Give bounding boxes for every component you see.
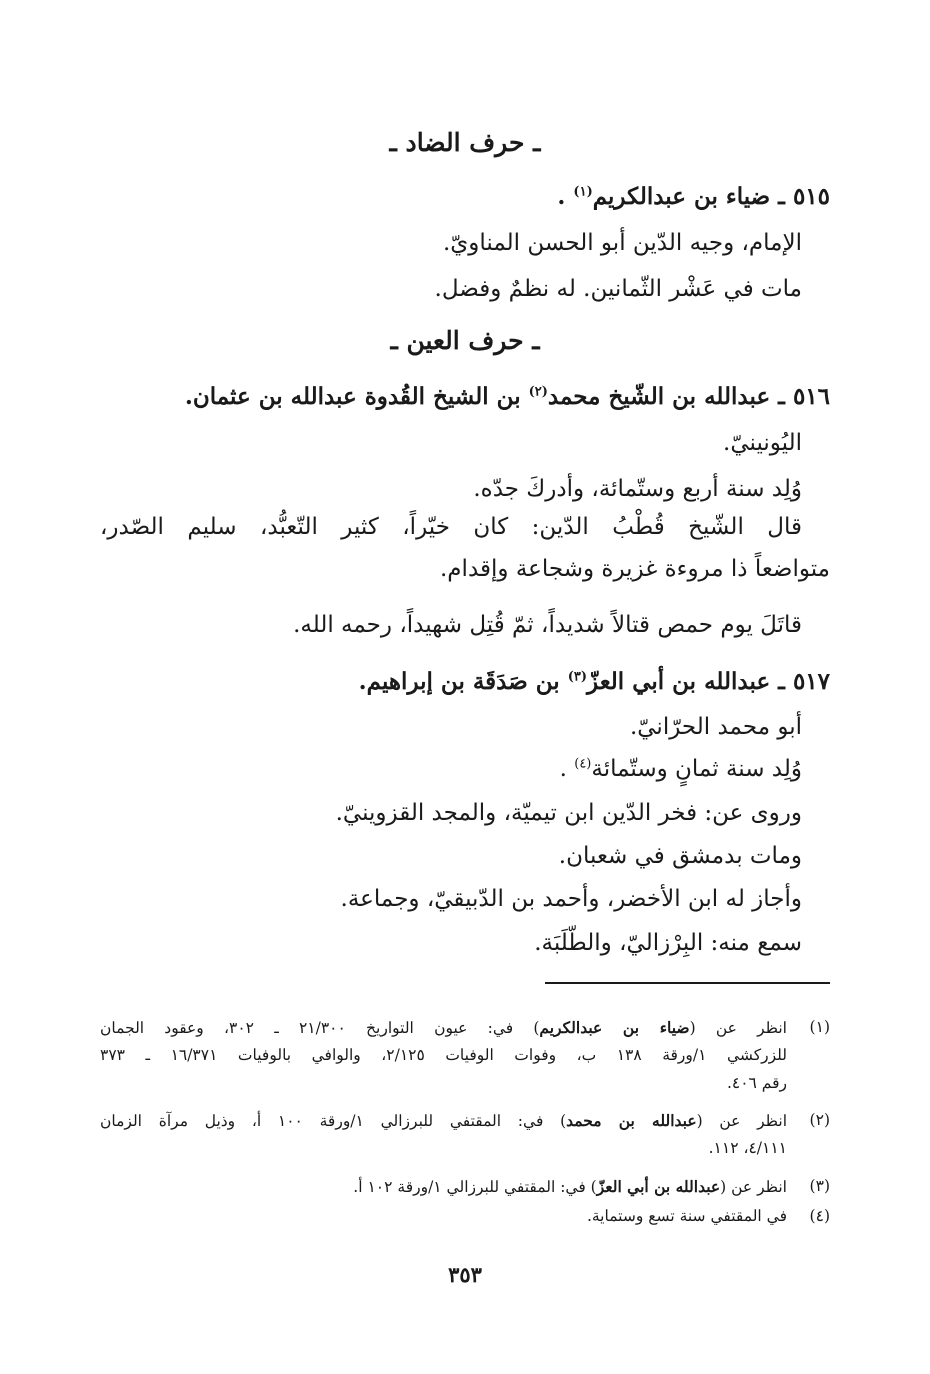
- footnote-1-line-1: انظر عن (ضياء بن عبدالكريم) في: عيون التواريخ ٢١/٣٠٠ ـ ٣٠٢، وعقود الجمان: [100, 1018, 787, 1037]
- footnote-separator: [545, 982, 830, 984]
- footnote-ref-3[interactable]: (٣): [567, 669, 588, 685]
- footnote-1-line-3: رقم ٤٠٦.: [726, 1074, 787, 1092]
- entry-517-line-4: ومات بدمشق في شعبان.: [558, 843, 802, 869]
- footnote-number-4: (٤): [809, 1207, 830, 1225]
- footnote-ref-2[interactable]: (٢): [528, 384, 548, 400]
- entry-515-line-2: مات في عَشْر الثّمانين. له نظمٌ وفضل.: [434, 276, 802, 302]
- footnote-1-line-2: للزركشي ١/ورقة ١٣٨ ب، وفوات الوفيات ٢/١٢٥، والوافي بالوفيات ١٦/٣٧١ ـ ٣٧٣: [100, 1046, 787, 1064]
- entry-516-line-1: اليُونينيّ.: [723, 430, 802, 456]
- footnote-ref-1[interactable]: (١): [573, 184, 593, 200]
- page-number: ٣٥٣: [448, 1262, 482, 1287]
- entry-517-line-3: وروى عن: فخر الدّين ابن تيميّة، والمجد القزوينيّ.: [335, 800, 802, 826]
- entry-515-line-1: الإمام، وجيه الدّين أبو الحسن المناويّ.: [442, 230, 802, 256]
- footnote-3-line-1: انظر عن (عبدالله بن أبي العزّ) في: المقتفي للبرزالي ١/ورقة ١٠٢ أ.: [353, 1177, 787, 1196]
- footnote-4-line-1: في المقتفي سنة تسع وستماية.: [586, 1207, 787, 1225]
- footnote-number-3: (٣): [809, 1177, 830, 1195]
- footnote-number-1: (١): [809, 1018, 830, 1036]
- entry-517-line-2: وُلِد سنة ثمانٍ وستّمائة$^{(٤)}$ .: [559, 756, 802, 782]
- footnote-number-2: (٢): [809, 1111, 830, 1129]
- footnote-2-line-1: انظر عن (عبدالله بن محمد) في: المقتفي للبرزالي ١/ورقة ١٠٠ أ، وذيل مرآة الزمان: [100, 1111, 788, 1130]
- entry-516-title: ٥١٦ ـ عبدالله بن الشّيخ محمد$^{(٢)}$ بن الشيخ القُدوة عبدالله بن عثمان.: [184, 383, 830, 410]
- entry-517-line-6: سمع منه: البِرْزاليّ، والطّلَبَة.: [534, 930, 802, 956]
- footnote-2-line-2: ٤/١١١، ١١٢.: [708, 1139, 787, 1157]
- footnote-ref-4[interactable]: (٤): [574, 756, 592, 772]
- section-heading-ayn: ـ حرف العين ـ: [390, 326, 540, 355]
- entry-517-line-1: أبو محمد الحرّانيّ.: [629, 714, 802, 740]
- entry-516-line-3: قال الشّيخ قُطْبُ الدّين: كان خيّراً، كثير التّعبُّد، سليم الصّدر،: [100, 514, 802, 540]
- section-heading-dad: ـ حرف الضاد ـ: [389, 128, 541, 157]
- entry-517-title: ٥١٧ ـ عبدالله بن أبي العزّ$^{(٣)}$ بن صَدَقَة بن إبراهيم.: [358, 668, 830, 695]
- entry-516-line-2: وُلِد سنة أربع وستّمائة، وأدركَ جدّه.: [473, 476, 802, 502]
- entry-516-line-4: متواضعاً ذا مروءة غزيرة وشجاعة وإقدام.: [440, 556, 830, 582]
- entry-517-line-5: وأجاز له ابن الأخضر، وأحمد بن الدّبيقيّ، وجماعة.: [340, 886, 802, 912]
- entry-515-title: ٥١٥ ـ ضياء بن عبدالكريم$^{(١)}$ .: [557, 183, 830, 210]
- entry-516-line-5: قاتَلَ يوم حمص قتالاً شديداً، ثمّ قُتِل شهيداً، رحمه الله.: [293, 612, 802, 638]
